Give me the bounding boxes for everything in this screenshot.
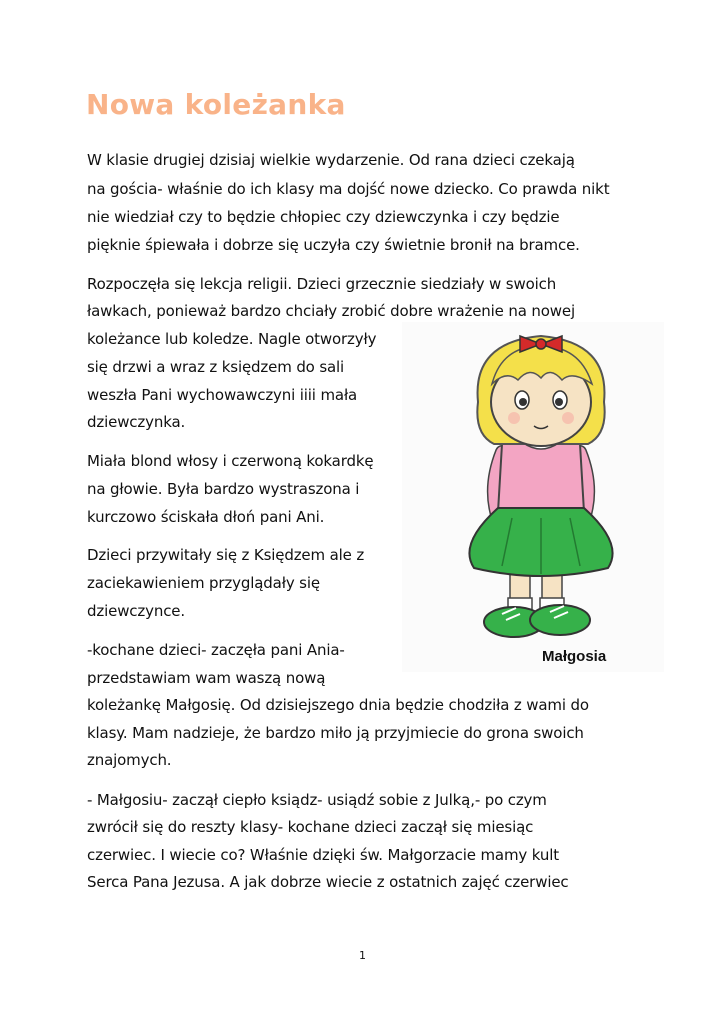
- text-line: dziewczynce.: [87, 602, 186, 620]
- text-line: czerwiec. I wiecie co? Właśnie dzięki św. Małgorzacie mamy kult: [87, 846, 559, 864]
- text-line: dziewczynka.: [87, 413, 186, 431]
- text-line: koleżankę Małgosię. Od dzisiejszego dnia będzie chodziła z wami do: [87, 696, 589, 714]
- text-line: na głowie. Była bardzo wystraszona i: [87, 480, 360, 498]
- page-number: 1: [359, 949, 366, 962]
- text-line: nie wiedział czy to będzie chłopiec czy dziewczynka i czy będzie: [87, 208, 560, 226]
- page-title: Nowa koleżanka: [86, 88, 346, 121]
- text-line: Miała blond włosy i czerwoną kokardkę: [87, 452, 374, 470]
- text-line: - Małgosiu- zaczął ciepło ksiądz- usiądź sobie z Julką,- po czym: [87, 791, 547, 809]
- text-line: weszła Pani wychowawczyni iiii mała: [87, 386, 358, 404]
- girl-illustration: [402, 322, 664, 672]
- text-line: koleżance lub koledze. Nagle otworzyły: [87, 330, 377, 348]
- text-line: pięknie śpiewała i dobrze się uczyła czy świetnie bronił na bramce.: [87, 236, 580, 254]
- text-line: Dzieci przywitały się z Księdzem ale z: [87, 546, 365, 564]
- text-line: W klasie drugiej dzisiaj wielkie wydarzenie. Od rana dzieci czekają: [87, 151, 575, 169]
- text-line: klasy. Mam nadzieje, że bardzo miło ją przyjmiecie do grona swoich: [87, 724, 584, 742]
- text-line: przedstawiam wam waszą nową: [87, 669, 326, 687]
- text-line: zaciekawieniem przyglądały się: [87, 574, 320, 592]
- illustration-caption: Małgosia: [542, 648, 607, 665]
- text-line: na gościa- właśnie do ich klasy ma dojść nowe dziecko. Co prawda nikt: [87, 180, 610, 198]
- text-line: zwrócił się do reszty klasy- kochane dzieci zaczął się miesiąc: [87, 818, 534, 836]
- text-line: się drzwi a wraz z księdzem do sali: [87, 358, 345, 376]
- text-line: kurczowo ściskała dłoń pani Ani.: [87, 508, 325, 526]
- text-line: Rozpoczęła się lekcja religii. Dzieci grzecznie siedziały w swoich: [87, 275, 557, 293]
- text-line: ławkach, ponieważ bardzo chciały zrobić dobre wrażenie na nowej: [87, 302, 575, 320]
- text-line: Serca Pana Jezusa. A jak dobrze wiecie z ostatnich zajęć czerwiec: [87, 873, 569, 891]
- text-line: znajomych.: [87, 751, 172, 769]
- text-line: -kochane dzieci- zaczęła pani Ania-: [87, 641, 345, 659]
